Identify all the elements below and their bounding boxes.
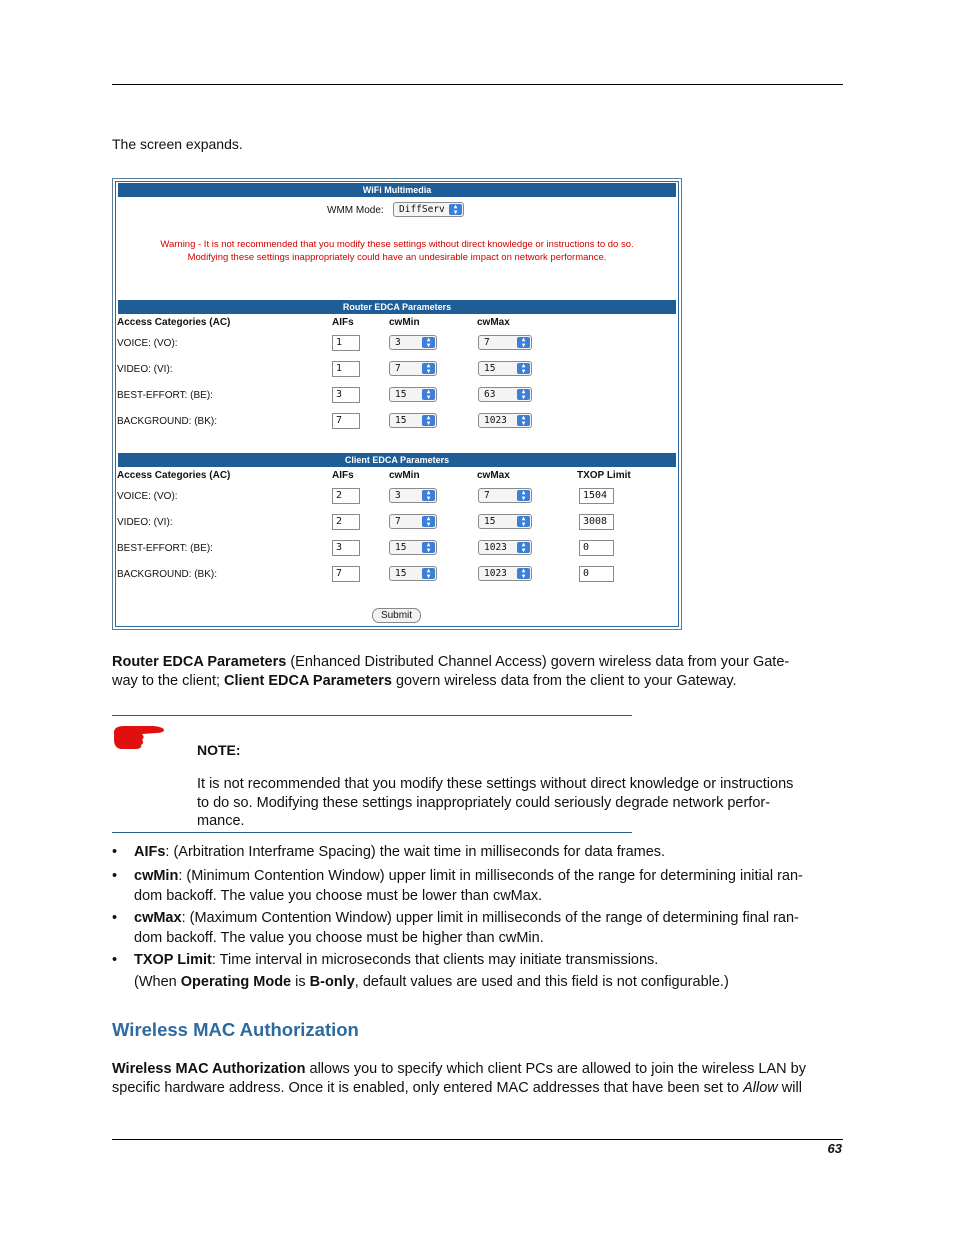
- para-bold: Client EDCA Parameters: [224, 673, 392, 689]
- router-row-label: BACKGROUND: (BK):: [117, 416, 218, 427]
- select-arrows-icon: ▲ ▼: [517, 389, 530, 400]
- bullet-cwmax: [112, 909, 842, 948]
- note-top-rule: [112, 715, 632, 716]
- router-header-aifs: AIFs: [332, 317, 354, 328]
- select-value: 15: [395, 389, 407, 400]
- router-bk-cwmax-select[interactable]: [478, 413, 532, 428]
- select-value: 15: [395, 542, 407, 553]
- router-be-cwmax-select[interactable]: [478, 387, 532, 402]
- para-bold: Router EDCA Parameters: [112, 654, 287, 670]
- client-header-ac: Access Categories (AC): [117, 470, 231, 481]
- router-row-label: VOICE: (VO):: [117, 338, 178, 349]
- client-header-cwmax: cwMax: [477, 470, 510, 481]
- select-value: 15: [484, 516, 496, 527]
- client-vo-cwmin-select[interactable]: [389, 488, 437, 503]
- client-be-cwmax-select[interactable]: [478, 540, 532, 555]
- note-text: , default values are used and this field is not configurable.): [354, 974, 729, 990]
- note-bottom-rule: [112, 832, 632, 833]
- edca-description: [112, 653, 842, 691]
- bullet-text: : (Maximum Contention Window) upper limit in milliseconds of the range of determining final ran-: [181, 910, 799, 926]
- router-bk-aifs-input[interactable]: 7: [332, 413, 360, 429]
- bullet-dot: •: [112, 844, 118, 860]
- bullet-dot: •: [112, 952, 118, 968]
- router-row-label: VIDEO: (VI):: [117, 364, 173, 375]
- select-value: 1023: [484, 568, 507, 579]
- select-arrows-icon: ▲ ▼: [422, 363, 435, 374]
- para-text: specific hardware address. Once it is enabled, only entered MAC addresses that have been set to: [112, 1080, 744, 1096]
- select-value: 1023: [484, 415, 507, 426]
- para-text: way to the client;: [112, 673, 225, 689]
- select-arrows-icon: ▲ ▼: [422, 389, 435, 400]
- select-arrows-icon: ▲ ▼: [422, 516, 435, 527]
- select-value: 7: [484, 337, 490, 348]
- header-rule: [112, 84, 843, 85]
- bullet-text: dom backoff. The value you choose must be higher than cwMin.: [134, 929, 544, 946]
- bullet-term: TXOP Limit: [134, 952, 212, 968]
- para-text: govern wireless data from the client to your Gateway.: [391, 673, 737, 689]
- note-line: to do so. Modifying these settings inappropriately could seriously degrade network perfor-: [197, 794, 771, 811]
- note-line: mance.: [197, 813, 245, 829]
- note-line: It is not recommended that you modify these settings without direct knowledge or instructions: [197, 776, 794, 792]
- router-vo-cwmin-select[interactable]: [389, 335, 437, 350]
- wmm-mode-value: DiffServ: [399, 204, 445, 215]
- client-bk-txop-input[interactable]: 0: [579, 566, 614, 582]
- client-row-label: VIDEO: (VI):: [117, 517, 173, 528]
- router-vi-cwmin-select[interactable]: [389, 361, 437, 376]
- select-arrows-icon: ▲ ▼: [517, 516, 530, 527]
- client-vi-cwmin-select[interactable]: [389, 514, 437, 529]
- select-arrows-icon: ▲ ▼: [449, 204, 462, 215]
- client-row-label: BEST-EFFORT: (BE):: [117, 543, 213, 554]
- operating-mode-note: [112, 973, 842, 993]
- router-be-cwmin-select[interactable]: [389, 387, 437, 402]
- router-header-cwmax: cwMax: [477, 317, 510, 328]
- wmm-mode-select[interactable]: [393, 202, 464, 217]
- router-row-label: BEST-EFFORT: (BE):: [117, 390, 213, 401]
- select-arrows-icon: ▲ ▼: [517, 568, 530, 579]
- client-vi-aifs-input[interactable]: 2: [332, 514, 360, 530]
- select-value: 7: [395, 516, 401, 527]
- wifi-multimedia-title: WiFi Multimedia: [118, 183, 676, 197]
- client-bk-cwmin-select[interactable]: [389, 566, 437, 581]
- intro-text: The screen expands.: [112, 136, 243, 152]
- client-header-aifs: AIFs: [332, 470, 354, 481]
- client-row-label: BACKGROUND: (BK):: [117, 569, 218, 580]
- client-header-txop: TXOP Limit: [577, 470, 631, 481]
- bullet-aifs: [112, 843, 842, 863]
- client-vo-aifs-input[interactable]: 2: [332, 488, 360, 504]
- client-be-txop-input[interactable]: 0: [579, 540, 614, 556]
- select-value: 7: [395, 363, 401, 374]
- note-bold: B-only: [309, 974, 355, 990]
- para-text: (Enhanced Distributed Channel Access) govern wireless data from your Gate-: [286, 654, 790, 670]
- router-header-cwmin: cwMin: [389, 317, 420, 328]
- bullet-text: : (Minimum Contention Window) upper limit in milliseconds of the range for determining initial ran-: [178, 868, 803, 884]
- select-value: 7: [484, 490, 490, 501]
- select-value: 1023: [484, 542, 507, 553]
- select-arrows-icon: ▲ ▼: [517, 490, 530, 501]
- screenshot-frame: [115, 181, 679, 627]
- select-value: 15: [484, 363, 496, 374]
- select-arrows-icon: ▲ ▼: [422, 415, 435, 426]
- client-row-label: VOICE: (VO):: [117, 491, 178, 502]
- router-be-aifs-input[interactable]: 3: [332, 387, 360, 403]
- select-arrows-icon: ▲ ▼: [422, 568, 435, 579]
- para-bold: Wireless MAC Authorization: [112, 1061, 306, 1077]
- bullet-dot: •: [112, 868, 118, 884]
- client-bk-aifs-input[interactable]: 7: [332, 566, 360, 582]
- client-vi-cwmax-select[interactable]: [478, 514, 532, 529]
- client-header-cwmin: cwMin: [389, 470, 420, 481]
- router-vo-cwmax-select[interactable]: [478, 335, 532, 350]
- para-text: will: [777, 1080, 802, 1096]
- select-arrows-icon: ▲ ▼: [517, 415, 530, 426]
- client-bk-cwmax-select[interactable]: [478, 566, 532, 581]
- select-value: 15: [395, 568, 407, 579]
- router-edca-title: Router EDCA Parameters: [118, 300, 676, 314]
- note-text: is: [291, 974, 310, 990]
- select-value: 3: [395, 337, 401, 348]
- client-edca-title: Client EDCA Parameters: [118, 453, 676, 467]
- warning-line-1: Warning - It is not recommended that you modify these settings without direct knowledge or instructions to do so.: [160, 239, 634, 250]
- bullet-text: : (Arbitration Interframe Spacing) the wait time in milliseconds for data frames.: [165, 844, 666, 860]
- section-heading: Wireless MAC Authorization: [112, 1019, 359, 1040]
- footer-rule: [112, 1139, 843, 1140]
- select-value: 15: [395, 415, 407, 426]
- client-vi-txop-input[interactable]: 3008: [579, 514, 614, 530]
- select-arrows-icon: ▲ ▼: [422, 337, 435, 348]
- note-text: (When: [134, 974, 181, 990]
- select-value: 63: [484, 389, 496, 400]
- router-vi-aifs-input[interactable]: 1: [332, 361, 360, 377]
- client-be-cwmin-select[interactable]: [389, 540, 437, 555]
- bullet-text: : Time interval in microseconds that clients may initiate transmissions.: [211, 952, 659, 968]
- bullet-term: cwMax: [134, 910, 182, 926]
- bullet-term: cwMin: [134, 868, 179, 884]
- select-arrows-icon: ▲ ▼: [517, 542, 530, 553]
- warning-line-2: Modifying these settings inappropriately could have an undesirable impact on network performance.: [187, 252, 607, 263]
- select-arrows-icon: ▲ ▼: [517, 337, 530, 348]
- router-vo-aifs-input[interactable]: 1: [332, 335, 360, 351]
- note-bold: Operating Mode: [180, 974, 292, 990]
- client-be-aifs-input[interactable]: 3: [332, 540, 360, 556]
- select-arrows-icon: ▲ ▼: [422, 490, 435, 501]
- wifi-multimedia-screenshot: [112, 178, 682, 630]
- bullet-term: AIFs: [134, 844, 166, 860]
- submit-button[interactable]: Submit: [372, 608, 421, 623]
- select-arrows-icon: ▲ ▼: [517, 363, 530, 374]
- select-arrows-icon: ▲ ▼: [422, 542, 435, 553]
- note-title: NOTE:: [197, 742, 241, 758]
- select-value: 3: [395, 490, 401, 501]
- mac-auth-description: [112, 1060, 842, 1098]
- bullet-text: dom backoff. The value you choose must be lower than cwMax.: [134, 887, 543, 904]
- para-italic: Allow: [743, 1080, 778, 1096]
- note-body: [197, 775, 843, 831]
- client-vo-txop-input[interactable]: 1504: [579, 488, 614, 504]
- router-bk-cwmin-select[interactable]: [389, 413, 437, 428]
- client-vo-cwmax-select[interactable]: [478, 488, 532, 503]
- wmm-mode-label: WMM Mode:: [327, 205, 384, 216]
- bullet-cwmin: [112, 867, 842, 906]
- para-text: allows you to specify which client PCs are allowed to join the wireless LAN by: [305, 1061, 806, 1077]
- bullet-dot: •: [112, 910, 118, 926]
- router-header-ac: Access Categories (AC): [117, 317, 231, 328]
- page-number: 63: [827, 1141, 842, 1156]
- bullet-txop: [112, 951, 842, 971]
- pointing-hand-icon: [112, 722, 166, 750]
- router-vi-cwmax-select[interactable]: [478, 361, 532, 376]
